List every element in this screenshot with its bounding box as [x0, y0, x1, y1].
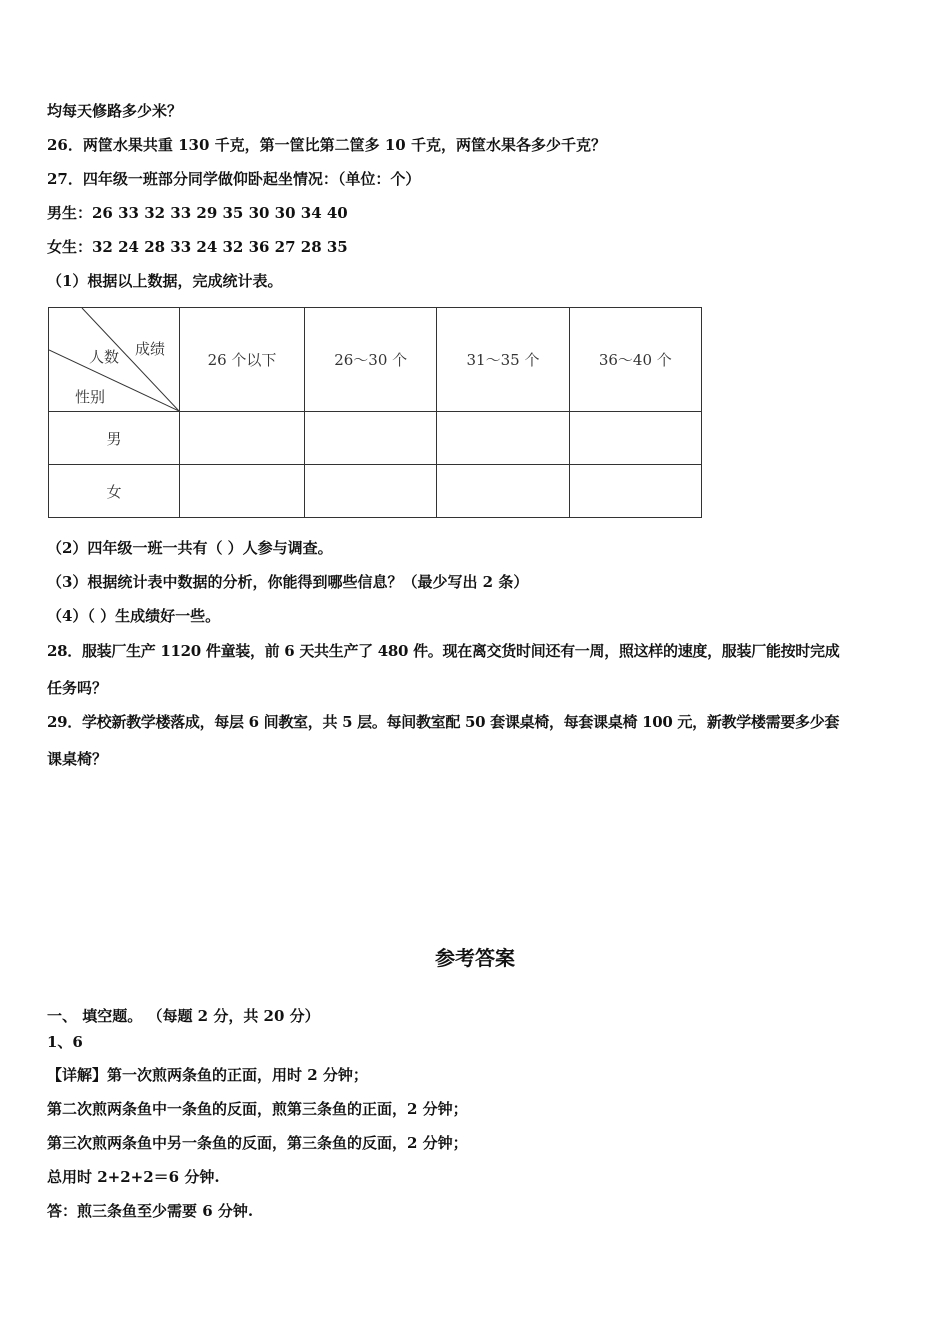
answer-detail-2: 第二次煎两条鱼中一条鱼的反面，煎第三条鱼的正面，2 分钟；	[47, 1100, 468, 1118]
row-header: 女	[49, 465, 180, 518]
answer-detail-4: 总用时 2+2+2＝6 分钟.	[47, 1168, 220, 1186]
answer-1: 1、6	[47, 1033, 83, 1051]
diag-label-score: 成绩	[135, 340, 166, 358]
question-26: 26．两筐水果共重 130 千克，第一筐比第二筐多 10 千克，两筐水果各多少千克？	[47, 136, 606, 154]
table-row-boys	[49, 412, 702, 465]
answer-detail-3: 第三次煎两条鱼中另一条鱼的反面，第三条鱼的反面，2 分钟；	[47, 1134, 468, 1152]
sub-question-1: （1）根据以上数据，完成统计表。	[47, 272, 283, 290]
sub-question-4: （4）（ ）生成绩好一些。	[47, 607, 221, 625]
empty-cell	[437, 412, 569, 465]
table-header-row	[49, 308, 702, 412]
question-28-line2: 任务吗？	[47, 679, 108, 697]
empty-cell	[569, 465, 701, 518]
question-25-tail: 均每天修路多少米？	[47, 102, 183, 120]
column-header: 26 个以下	[180, 308, 305, 412]
empty-cell	[180, 412, 305, 465]
answer-detail-1: 【详解】第一次煎两条鱼的正面，用时 2 分钟；	[47, 1066, 368, 1084]
question-29-line2: 课桌椅？	[47, 750, 108, 768]
sub-question-3: （3）根据统计表中数据的分析，你能得到哪些信息？（最少写出 2 条）	[47, 573, 529, 591]
empty-cell	[305, 412, 437, 465]
answer-title: 参考答案	[435, 946, 515, 970]
sub-question-2: （2）四年级一班一共有（ ）人参与调查。	[47, 539, 333, 557]
table-row-girls	[49, 465, 702, 518]
column-header: 36～40 个	[569, 308, 701, 412]
statistics-table	[48, 307, 702, 518]
empty-cell	[180, 465, 305, 518]
question-27: 27．四年级一班部分同学做仰卧起坐情况：（单位：个）	[47, 170, 421, 188]
question-28-line1: 28．服装厂生产 1120 件童装，前 6 天共生产了 480 件。现在离交货时间还有一周，照这样的速度，服装厂能按时完成	[47, 642, 840, 660]
diagonal-header-cell	[49, 308, 180, 412]
boys-data: 男生：26 33 32 33 29 35 30 30 34 40	[47, 204, 348, 222]
girls-data: 女生：32 24 28 33 24 32 36 27 28 35	[47, 238, 348, 256]
row-header: 男	[49, 412, 180, 465]
column-header: 31～35 个	[437, 308, 569, 412]
answer-section-heading: 一、 填空题。 （每题 2 分，共 20 分）	[47, 1007, 320, 1025]
diag-label-gender: 性别	[75, 388, 106, 406]
question-29-line1: 29．学校新教学楼落成，每层 6 间教室，共 5 层。每间教室配 50 套课桌椅，每套课桌椅 100 元，新教学楼需要多少套	[47, 713, 840, 731]
column-header: 26～30 个	[305, 308, 437, 412]
empty-cell	[569, 412, 701, 465]
empty-cell	[305, 465, 437, 518]
answer-detail-5: 答：煎三条鱼至少需要 6 分钟.	[47, 1202, 254, 1220]
diag-label-count: 人数	[89, 348, 120, 366]
empty-cell	[437, 465, 569, 518]
